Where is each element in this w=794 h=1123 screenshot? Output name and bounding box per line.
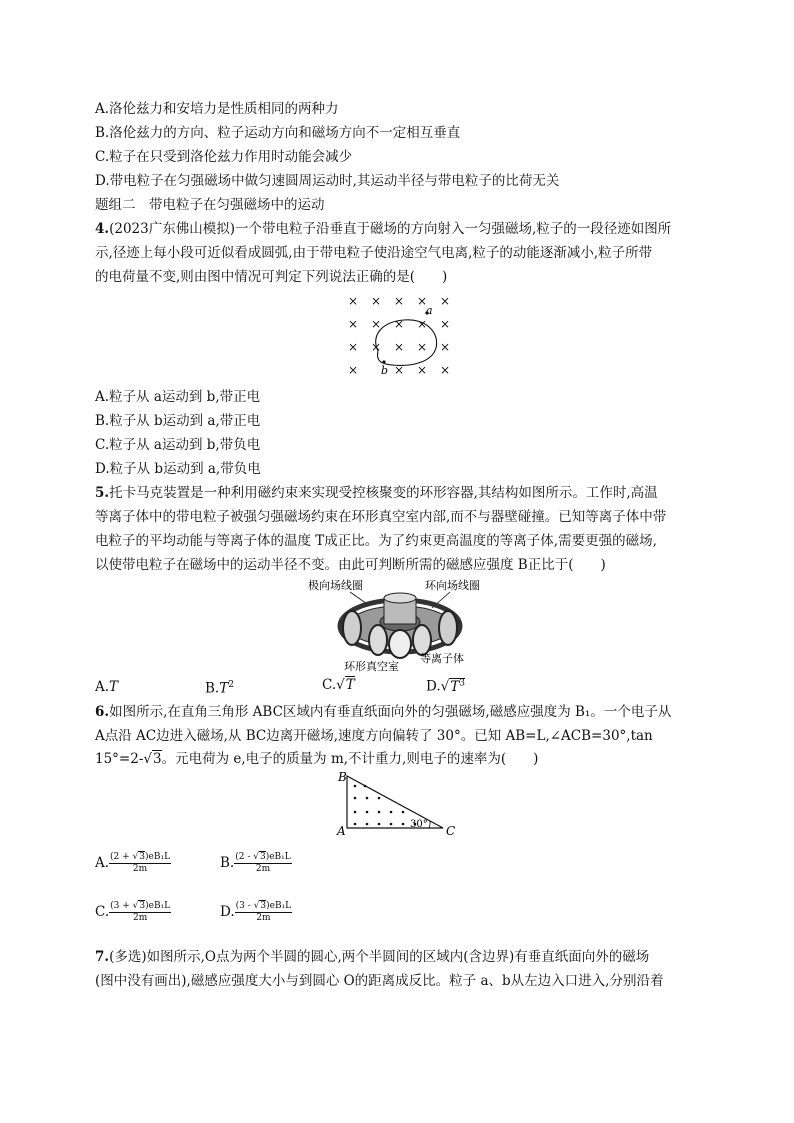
label-vacuum-chamber: 环形真空室	[344, 660, 399, 673]
label-b: b	[381, 364, 389, 377]
field-cross: ×	[417, 363, 428, 377]
q7-number: 7.	[95, 949, 110, 965]
field-dot	[354, 811, 357, 814]
q3-option-b: B.洛伦兹力的方向、粒子运动方向和磁场方向不一定相互垂直	[95, 125, 461, 141]
field-cross: ×	[417, 317, 428, 331]
section-title: 题组二 带电粒子在匀强磁场中的运动	[95, 197, 325, 213]
field-cross: ×	[417, 340, 428, 354]
triangle-abc	[347, 776, 443, 828]
q4-line-2: 示,径迹上每小段可近似看成圆弧,由于带电粒子使沿途空气电离,粒子的动能逐渐减小,粒子所带	[95, 245, 653, 261]
q5-line-3: 电粒子的平均动能与等离子体的温度 T成正比。为了约束更高温度的等离子体,需要更强的磁场,	[95, 533, 657, 549]
field-cross: ×	[394, 317, 405, 331]
q5-option-b: $B.T^2$	[205, 680, 234, 697]
q5-option-c: C.√T	[322, 677, 355, 693]
field-dot	[364, 785, 367, 788]
label-C: C	[446, 824, 456, 838]
q5-option-d: $D.√T^3$	[426, 678, 465, 695]
field-cross: ×	[440, 317, 451, 331]
q3-option-a: A.洛伦兹力和安培力是性质相同的两种力	[95, 101, 339, 117]
label-B: B	[338, 772, 347, 784]
label-poloidal-coil: 极向场线圈	[308, 579, 363, 592]
field-dot	[402, 811, 405, 814]
q3-option-d: D.带电粒子在匀强磁场中做匀速圆周运动时,其运动半径与带电粒子的比荷无关	[95, 173, 560, 189]
tokamak-figure	[300, 578, 500, 678]
field-dot	[354, 823, 357, 826]
field-dot	[390, 811, 393, 814]
angle-label: 30°	[410, 819, 428, 830]
q6-option-b: B. $\frac{\text{(2 - √3)eB₁L}}{2m}$	[220, 852, 291, 874]
label-A: A	[337, 824, 346, 838]
q6-option-c: C. $\frac{\text{(3 + √3)eB₁L}}{2m}$	[95, 901, 171, 923]
field-dot	[378, 823, 381, 826]
field-cross: ×	[348, 317, 359, 331]
label-plasma: 等离子体	[420, 652, 464, 665]
q6-option-d: D. $\frac{\text{(3 - √3)eB₁L}}{2m}$	[220, 901, 292, 923]
q7-line-1: 7.(多选)如图所示,O点为两个半圆的圆心,两个半圆间的区域内(含边界)有垂直纸面向外的磁场	[95, 949, 650, 965]
field-cross: ×	[394, 340, 405, 354]
field-cross: ×	[348, 363, 359, 377]
q6-option-a: A. $\frac{\text{(2 + √3)eB₁L}}{2m}$	[95, 852, 171, 874]
field-cross: ×	[440, 340, 451, 354]
field-dot	[366, 811, 369, 814]
q6-line-3: 15°=2-√3。元电荷为 e,电子的质量为 m,不计重力,则电子的速率为( )	[95, 751, 539, 767]
label-toroidal-coil: 环向场线圈	[425, 579, 480, 592]
q4-option-a: A.粒子从 a运动到 b,带正电	[95, 389, 261, 405]
q4-line-1: 4.(2023广东佛山模拟)一个带电粒子沿垂直于磁场的方向射入一匀强磁场,粒子的一段径迹如图所	[95, 221, 672, 237]
field-dot	[390, 823, 393, 826]
field-dot	[354, 785, 357, 788]
q3-option-c: C.粒子在只受到洛伦兹力作用时动能会减少	[95, 149, 353, 165]
q4-option-b: B.粒子从 b运动到 a,带正电	[95, 413, 261, 429]
q4-line-3: 的电荷量不变,则由图中情况可判定下列说法正确的是( )	[95, 269, 448, 285]
q5-line-1: 5.托卡马克装置是一种利用磁约束来实现受控核聚变的环形容器,其结构如图所示。工作时,高温	[95, 485, 658, 501]
particle-track	[376, 320, 437, 366]
field-dot	[354, 797, 357, 800]
field-dot	[402, 823, 405, 826]
q4-figure	[340, 292, 455, 382]
field-cross: ×	[371, 317, 382, 331]
field-cross: ×	[440, 363, 451, 377]
field-cross: ×	[417, 294, 428, 308]
q4-number: 4.	[95, 221, 110, 237]
q5-number: 5.	[95, 485, 110, 501]
field-cross: ×	[371, 340, 382, 354]
triangle-figure	[335, 772, 465, 840]
label-a: a	[426, 304, 433, 317]
q4-option-c: C.粒子从 a运动到 b,带负电	[95, 437, 261, 453]
q6-line-2: A点沿 AC边进入磁场,从 BC边离开磁场,速度方向偏转了 30°。已知 AB=L,∠ACB=30°,tan	[95, 728, 653, 744]
q4-option-d: D.粒子从 b运动到 a,带负电	[95, 461, 261, 477]
field-cross: ×	[440, 294, 451, 308]
field-cross: ×	[371, 294, 382, 308]
field-dot	[378, 811, 381, 814]
field-dot	[366, 797, 369, 800]
q5-line-4: 以使带电粒子在磁场中的运动半径不变。由此可判断所需的磁感应强度 B正比于( )	[95, 557, 606, 573]
q5-line-2: 等离子体中的带电粒子被强匀强磁场约束在环形真空室内部,而不与器壁碰撞。已知等离子体中带	[95, 509, 667, 525]
q5-option-a: A.T	[95, 679, 119, 695]
field-dot	[366, 823, 369, 826]
field-cross: ×	[394, 363, 405, 377]
q6-number: 6.	[95, 704, 110, 720]
field-cross: ×	[348, 340, 359, 354]
field-cross: ×	[348, 294, 359, 308]
field-cross: ×	[394, 294, 405, 308]
q7-line-2: (图中没有画出),磁感应强度大小与到圆心 O的距离成反比。粒子 a、b从左边入口进入,分别沿着	[95, 973, 664, 989]
q6-line-1: 6.如图所示,在直角三角形 ABC区域内有垂直纸面向外的匀强磁场,磁感应强度为 B₁。一个电子从	[95, 704, 672, 720]
field-dot	[378, 797, 381, 800]
